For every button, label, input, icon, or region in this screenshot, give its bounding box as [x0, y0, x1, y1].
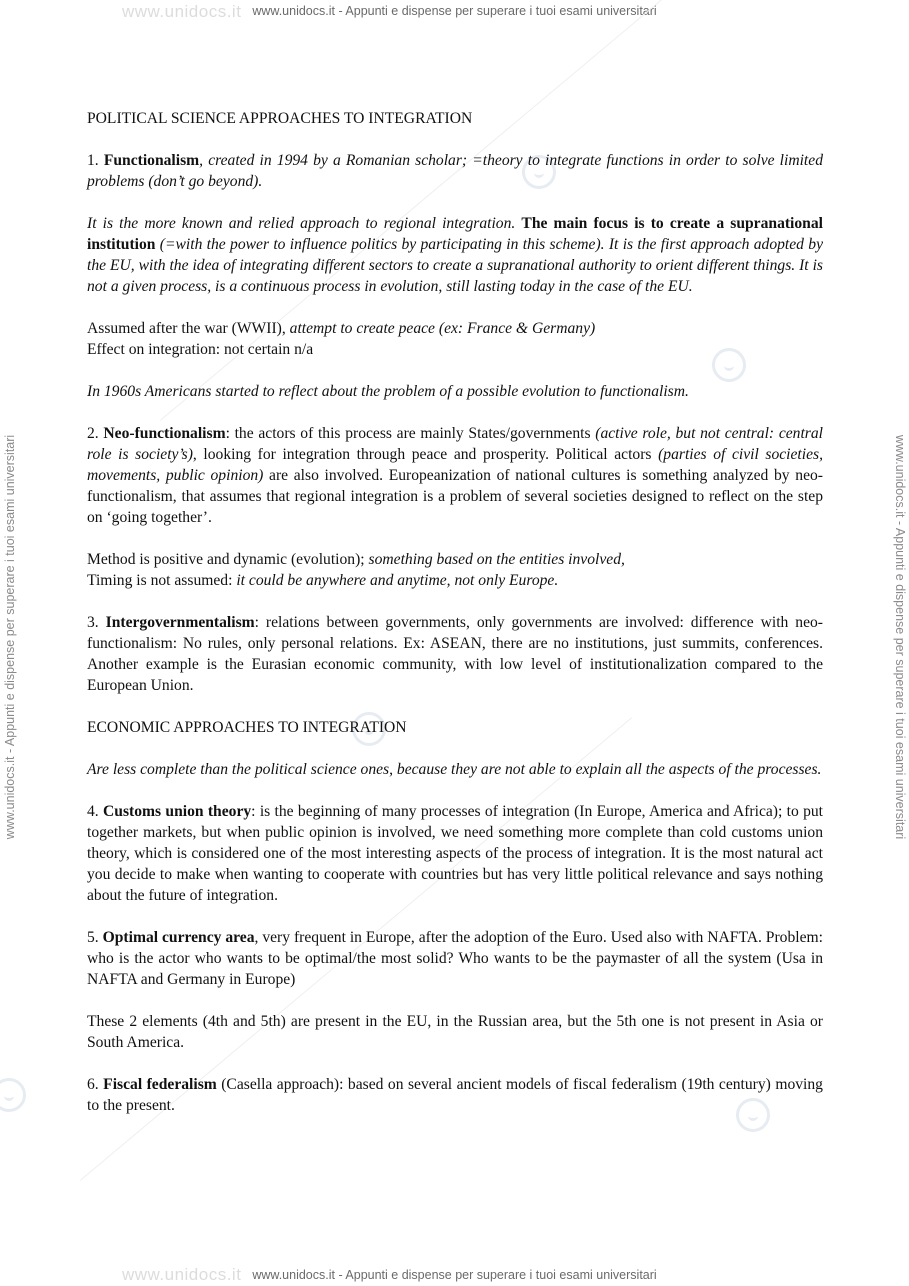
watermark-footer: www.unidocs.it - Appunti e dispense per superare i tuoi esami universitari	[252, 1268, 657, 1282]
watermark-header: www.unidocs.it - Appunti e dispense per superare i tuoi esami universitari	[252, 4, 657, 18]
text-span: (parties of civil societies, movements, public opinion)	[87, 446, 823, 484]
ghost-watermark-top: www.unidocs.it	[122, 2, 242, 21]
text-span: attempt to create peace (ex: France & Germany)	[289, 320, 596, 337]
economic-intro-paragraph: Are less complete than the political science ones, because they are not able to explain all the aspects of the processes.	[87, 761, 822, 778]
item-number: 3.	[87, 614, 99, 631]
americans-paragraph: In 1960s Americans started to reflect about the problem of a possible evolution to functionalism.	[87, 383, 689, 400]
functionalism-definition: , created in 1994 by a Romanian scholar; =theory to integrate functions in order to solve limited problems (don’t go beyond).	[87, 152, 823, 190]
functionalism-detail-paragraph	[87, 213, 823, 297]
text-span-bold: The main focus is to create a supranational institution	[87, 215, 823, 253]
text-span: Assumed after the war (WWII),	[87, 320, 290, 337]
term-functionalism: Functionalism	[103, 152, 200, 169]
text-span: : relations between governments, only governments are involved: difference with neo-functionalism: No rules, only personal relations. Ex: ASEAN, there are no institutions, just summits, conferences. Another example is the Eurasian economic community, with low level of institutionalization compared to the European Union.	[87, 614, 823, 694]
text-span: Method is positive and dynamic (evolution);	[87, 551, 369, 568]
text-span: , very frequent in Europe, after the adoption of the Euro. Used also with NAFTA. Problem: who is the actor who wants to be optimal/the most solid? Who wants to be the paymaster of all the system (Usa in NAFTA and Germany in Europe)	[87, 929, 823, 988]
functionalism-paragraph	[87, 150, 823, 192]
document-body	[87, 108, 823, 1137]
customs-union-paragraph	[87, 801, 823, 906]
text-span: : the actors of this process are mainly States/governments	[225, 425, 596, 442]
term-intergovernmentalism: Intergovernmentalism	[105, 614, 255, 631]
text-span: (=with the power to influence politics by participating in this scheme). It is the first approach adopted by the EU, with the idea of integrating different sectors to create a supranational authority to orient different things. It is not a given process, is a continuous process in evolution, still lasting today in the case of the EU.	[87, 236, 823, 295]
term-fiscal-federalism: Fiscal federalism	[103, 1076, 217, 1093]
unidocs-logo-icon	[0, 1078, 26, 1112]
watermark-right-side: www.unidocs.it - Appunti e dispense per superare i tuoi esami universitari	[893, 434, 907, 840]
section-heading-economic: ECONOMIC APPROACHES TO INTEGRATION	[87, 719, 407, 736]
item-number: 5.	[87, 929, 99, 946]
term-customs-union: Customs union theory	[103, 803, 252, 820]
text-span: are also involved. Europeanization of national cultures is something analyzed by neo-functionalism, that assumes that regional integration is a problem of several societies designed to reflect on the step on ‘going together’.	[87, 467, 823, 526]
term-neo-functionalism: Neo-functionalism	[103, 425, 226, 442]
text-span: something based on the entities involved,	[368, 551, 625, 568]
text-span: it could be anywhere and anytime, not only Europe.	[236, 572, 559, 589]
watermark-left-side: www.unidocs.it - Appunti e dispense per superare i tuoi esami universitari	[3, 434, 17, 840]
item-number: 2.	[87, 425, 99, 442]
fiscal-federalism-paragraph	[87, 1074, 823, 1116]
term-optimal-currency-area: Optimal currency area	[102, 929, 255, 946]
section-heading-political: POLITICAL SCIENCE APPROACHES TO INTEGRATION	[87, 110, 473, 127]
assumed-paragraph	[87, 318, 823, 360]
item-number: 6.	[87, 1076, 99, 1093]
ghost-watermark-bottom: www.unidocs.it	[122, 1265, 242, 1284]
text-span: Timing is not assumed:	[87, 572, 237, 589]
item-number: 4.	[87, 803, 99, 820]
text-span: , looking for integration through peace and prosperity. Political actors	[192, 446, 659, 463]
text-span: (Casella approach): based on several ancient models of fiscal federalism (19th century) moving to the present.	[87, 1076, 823, 1114]
method-paragraph	[87, 549, 823, 591]
item-number: 1.	[87, 152, 99, 169]
text-span: : is the beginning of many processes of integration (In Europe, America and Africa); to put together markets, but when public opinion is involved, we need something more complete than cold customs union theory, which is considered one of the most interesting aspects of the process of integration. It is the most natural act you decide to make when wanting to cooperate with countries but has very little political relevance and says nothing about the future of integration.	[87, 803, 824, 904]
neo-functionalism-paragraph	[87, 423, 823, 528]
optimal-currency-paragraph	[87, 927, 823, 990]
text-span: It is the more known and relied approach to regional integration.	[87, 215, 522, 232]
text-span: Effect on integration: not certain n/a	[87, 341, 314, 358]
text-span: (active role, but not central: central role is society’s)	[87, 425, 823, 463]
intergovernmentalism-paragraph	[87, 612, 823, 696]
elements-paragraph: These 2 elements (4th and 5th) are present in the EU, in the Russian area, but the 5th one is not present in Asia or South America.	[87, 1013, 823, 1051]
